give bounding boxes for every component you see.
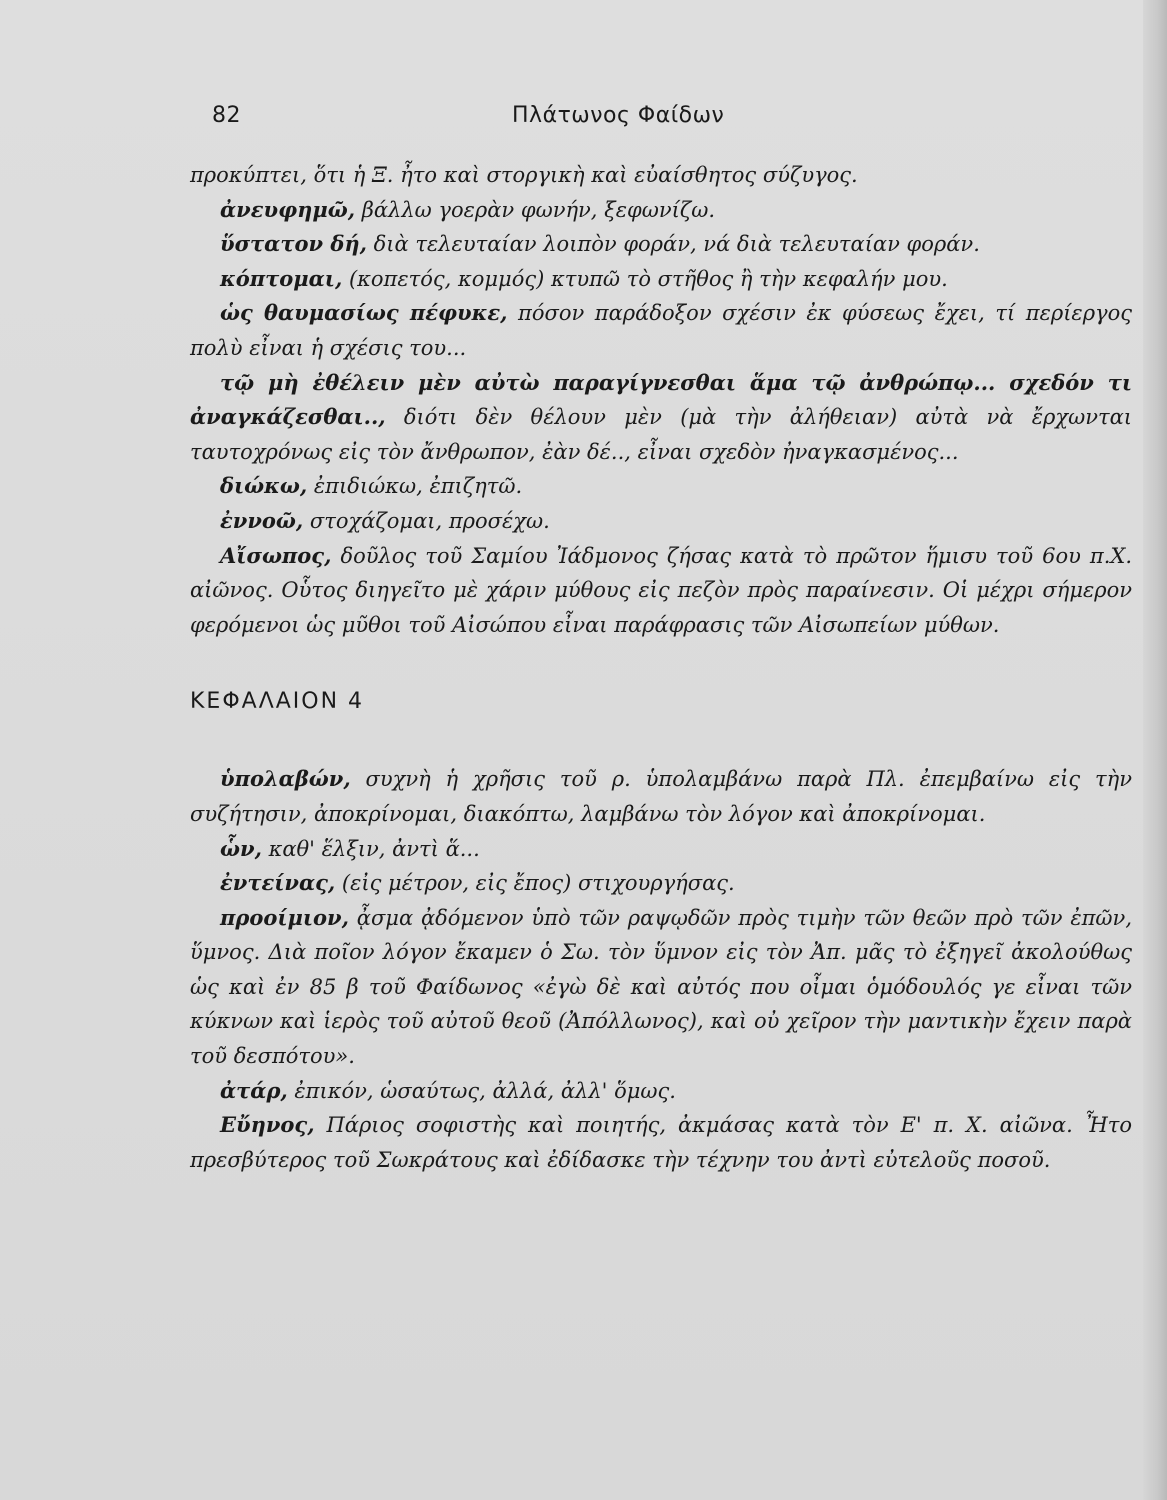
entry-lemma: Αἴσωπος, xyxy=(220,542,332,568)
entry-text: διὰ τελευταίαν λοιπὸν φοράν, νά διὰ τελευταίαν φοράν. xyxy=(366,232,980,257)
entry-text: στοχάζομαι, προσέχω. xyxy=(303,508,550,533)
entry-text: δοῦλος τοῦ Σαμίου Ἰάδμονος ζήσας κατὰ τὸ πρῶτον ἥμισυ τοῦ 6ου π.Χ. αἰῶνος. Οὗτος διηγεῖτο μὲ χάριν μύθους εἰς πεζὸν πρὸς παραίνεσιν. Οἱ μέχρι σήμερον φερόμενοι ὡς μῦθοι τοῦ Αἰσώπου εἶναι παράφρασις τῶν Αἰσωπείων μύθων. xyxy=(190,543,1132,637)
glossary-entry xyxy=(190,262,1132,297)
glossary-entry xyxy=(190,901,1132,1074)
entry-text: ᾆσμα ᾀδόμενον ὑπὸ τῶν ραψῳδῶν πρὸς τιμὴν τῶν θεῶν πρὸ τῶν ἐπῶν, ὕμνος. Διὰ ποῖον λόγον ἔκαμεν ὁ Σω. τὸν ὕμνον εἰς τὸν Ἀπ. μᾶς τὸ ἐξηγεῖ ἀκολούθως ὡς καὶ ἐν 85 β τοῦ Φαίδωνος «ἐγὼ δὲ καὶ αὐτός που οἶμαι ὁμόδουλός γε εἶναι τῶν κύκνων καὶ ἱερὸς τοῦ αὐτοῦ θεοῦ (Ἀπόλλωνος), καὶ οὐ χεῖρον τὴν μαντικὴν ἔχειν παρὰ τοῦ δεσπότου». xyxy=(190,905,1132,1069)
glossary-entry xyxy=(190,866,1132,901)
page-number: 82 xyxy=(212,103,241,128)
entry-lemma: προοίμιον, xyxy=(220,904,349,930)
entry-text: βάλλω γοερὰν φωνήν, ξεφωνίζω. xyxy=(355,197,715,222)
entry-lemma: ὕστατον δή, xyxy=(220,231,367,257)
glossary-entry xyxy=(190,762,1132,831)
entry-text: Πάριος σοφιστὴς καὶ ποιητής, ἀκμάσας κατὰ τὸν Ε' π. Χ. αἰῶνα. Ἦτο πρεσβύτερος τοῦ Σωκράτους καὶ ἐδίδασκε τὴν τέχνην του ἀντὶ εὐτελοῦς ποσοῦ. xyxy=(190,1113,1132,1172)
glossary-entry xyxy=(190,296,1132,365)
entry-text: προκύπτει, ὅτι ἡ Ξ. ἦτο καὶ στοργικὴ καὶ εὐαίσθητος σύζυγος. xyxy=(190,163,858,187)
entry-continuation xyxy=(190,158,1132,193)
entry-lemma: διώκω, xyxy=(220,473,308,499)
page-body xyxy=(190,158,1132,1177)
glossary-entry xyxy=(190,227,1132,262)
glossary-entry xyxy=(190,1108,1132,1177)
entry-lemma: ἀνευφημῶ, xyxy=(220,196,356,222)
glossary-entry xyxy=(190,1074,1132,1109)
entry-lemma: ἐννοῶ, xyxy=(220,507,304,533)
entry-lemma: ἐντείνας, xyxy=(220,870,336,896)
glossary-entry xyxy=(190,366,1132,470)
page-edge-shadow xyxy=(1143,0,1167,1500)
entry-lemma: τῷ μὴ ἐθέλειν μὲν αὐτὼ παραγίγνεσθαι ἅμα τῷ ἀνθρώπῳ... σχεδόν τι ἀναγκάζεσθαι.., xyxy=(190,369,1132,430)
entry-text: ἐπιδιώκω, ἐπιζητῶ. xyxy=(307,474,523,499)
glossary-entry xyxy=(190,504,1132,539)
entry-text: (κοπετός, κομμός) κτυπῶ τὸ στῆθος ἢ τὴν κεφαλήν μου. xyxy=(342,266,948,291)
glossary-entry xyxy=(190,832,1132,867)
chapter-heading: ΚΕΦΑΛΑΙΟΝ 4 xyxy=(190,689,365,715)
entry-text: πόσον παράδοξον σχέσιν ἐκ φύσεως ἔχει, τί περίεργος πολὺ εἶναι ἡ σχέσις του... xyxy=(190,301,1132,360)
entry-text: καθ' ἕλξιν, ἀντὶ ἅ... xyxy=(261,836,480,861)
glossary-entry xyxy=(190,469,1132,504)
running-title: Πλάτωνος Φαίδων xyxy=(512,103,725,128)
entry-text: (εἰς μέτρον, εἰς ἔπος) στιχουργήσας. xyxy=(335,871,735,896)
entry-lemma: ἀτάρ, xyxy=(220,1077,288,1103)
glossary-entry xyxy=(190,539,1132,643)
entry-text: συχνὴ ἡ χρῆσις τοῦ ρ. ὑπολαμβάνω παρὰ Πλ. ἐπεμβαίνω εἰς τὴν συζήτησιν, ἀποκρίνομαι, διακόπτω, λαμβάνω τὸν λόγον καὶ ἀποκρίνομαι. xyxy=(190,767,1132,826)
entry-lemma: κόπτομαι, xyxy=(220,265,343,291)
entry-lemma: Εὔηνος, xyxy=(220,1112,315,1138)
glossary-entry xyxy=(190,193,1132,228)
entry-text: διότι δὲν θέλουν μὲν (μὰ τὴν ἀλήθειαν) αὐτὰ νὰ ἔρχωνται ταυτοχρόνως εἰς τὸν ἄνθρωπον, ἐὰν δέ.., εἶναι σχεδὸν ἠναγκασμένος... xyxy=(190,405,1132,464)
entry-lemma: ὧν, xyxy=(220,835,262,861)
entry-lemma: ὑπολαβών, xyxy=(220,766,351,792)
entry-lemma: ὡς θαυμασίως πέφυκε, xyxy=(220,300,508,326)
entry-text: ἐπικόν, ὡσαύτως, ἀλλά, ἀλλ' ὅμως. xyxy=(287,1078,676,1103)
